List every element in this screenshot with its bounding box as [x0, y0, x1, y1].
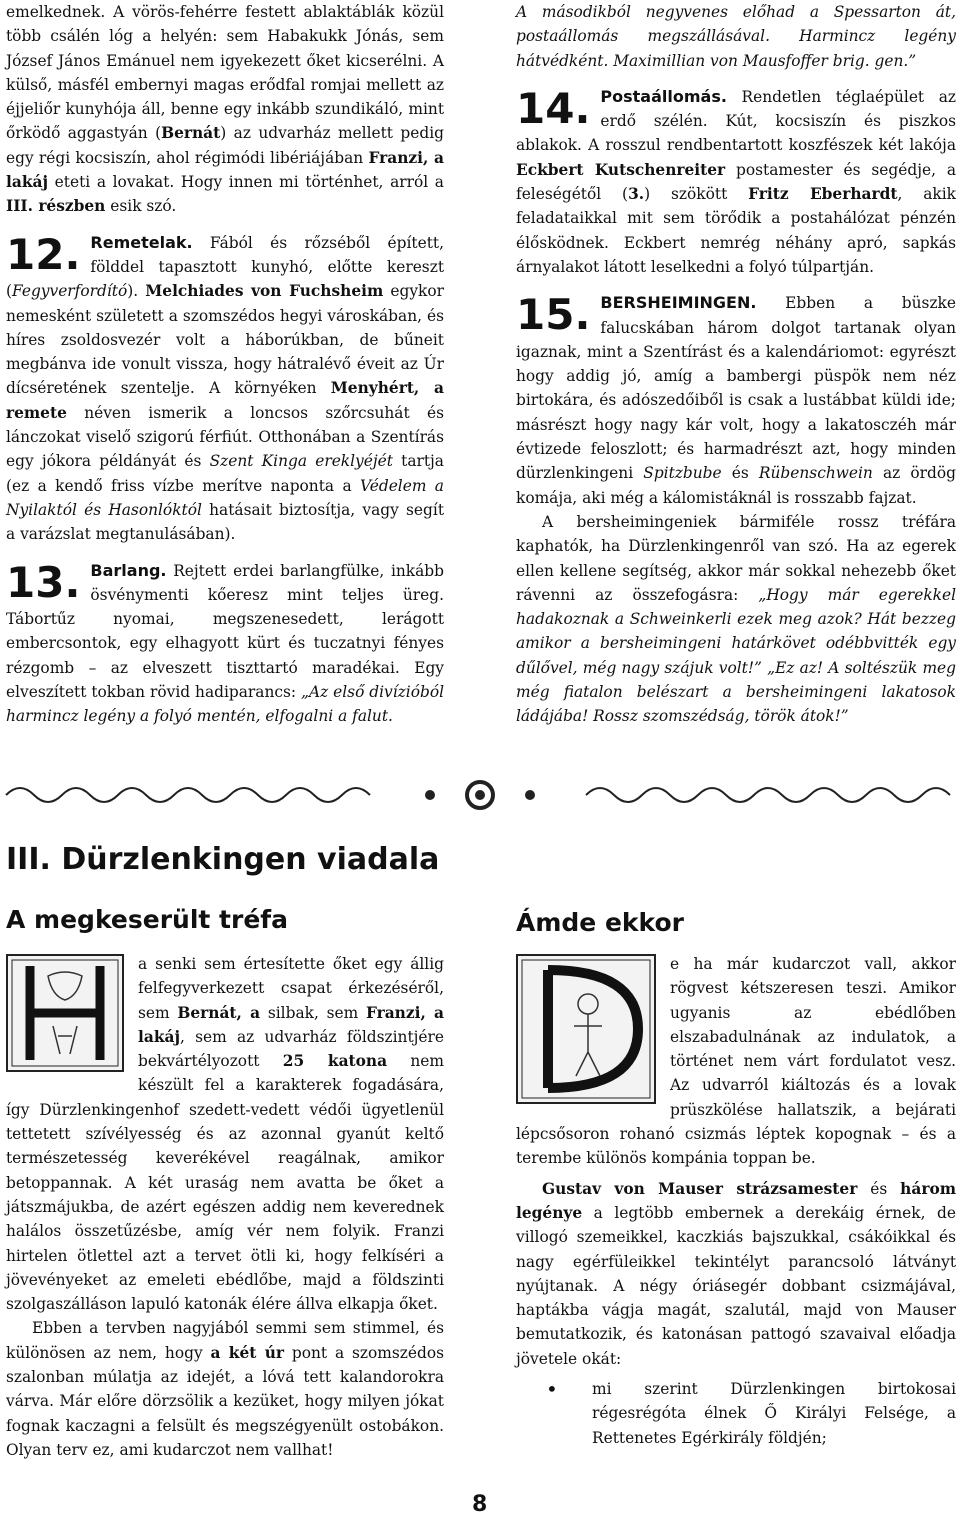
text-run: , sem az udvarház földszintjére bekvártélyozott	[138, 1027, 444, 1071]
name-bernat: Bernát	[161, 124, 221, 143]
list-item-text: mi szerint Dürzlenkingen birtokosai régesrégóta élnek Ő Királyi Felsége, a Rettenetes Egérkirály földjén;	[592, 1380, 956, 1447]
name-menyhert: Menyhért, a remete	[6, 379, 444, 422]
entry-number: 12.	[6, 229, 81, 279]
list-item	[516, 1377, 956, 1450]
right-heading: Ámde ekkor	[516, 908, 684, 937]
entry-title: Remetelak.	[90, 232, 193, 252]
entry-number: 14.	[516, 83, 591, 133]
text-run: pont a szomszédos szalonban múlatja az idejét, a lóvá tett kalandorokra várva. Már előre dörzsölik a kezüket, hogy milyen jókat fognak kaczagni a felsült és megszégyenült ostobákon. Olyan terv ez, ami kudarczot nem vallhat!	[6, 1343, 444, 1459]
section-title: III. Dürzlenkingen viadala	[6, 842, 440, 877]
top-right-column	[516, 0, 956, 729]
dropcap-d-icon	[518, 956, 654, 1102]
name-fritz: Fritz Eberhardt	[748, 185, 898, 204]
text-run: A bersheimingeniek bármiféle rossz tréfára kaphatók, ha Dürzlenkingenről van szó. Ha az egerek ellen kellene segítség, akkor már sokkal nehezebb őket rávenni az összefogásra:	[516, 512, 956, 604]
intro-italic-paragraph	[516, 0, 956, 73]
part-reference: III. részben	[6, 197, 106, 216]
italic-run: Szent Kinga ereklyéjét	[209, 452, 393, 471]
left-heading: A megkeserült tréfa	[6, 905, 289, 934]
text-run: hatásait biztosítja, vagy segít a varázslat megtanulásában).	[6, 500, 445, 544]
text-run: Rejtett erdei barlangfülke, inkább ösvénymenti kőeresz mint teljes üreg. Tábortűz nyomai, megszenesedett, lerágott embercsontok, egy elhagyott kürt és tuczatnyi fényes rézgomb – az elveszett tiszttartó maradékai. Egy elveszített tokban rövid hadiparancs:	[6, 561, 444, 702]
ornament-vine-icon	[0, 775, 960, 815]
text-run: ) az udvarház mellett pedig egy régi kocsiszín, ahol régimódi libériájában	[6, 124, 444, 167]
text-run: ) szökött	[644, 185, 749, 204]
text-run: és	[857, 1179, 901, 1198]
text-run: a senki sem értesítette őket egy állig felfegyverkezett csapat érkezéséről, sem	[138, 955, 444, 1022]
entry-number: 15.	[516, 290, 591, 340]
text-run: esik szó.	[105, 197, 177, 216]
text-run: néven ismerik a loncsos szőrcsuhát és lánczokat viselő szigorú férfiút. Otthonában a Szentírás egy jókora példányát és	[6, 403, 444, 471]
text-run: emelkednek. A vörös-fehérre festett ablaktáblák közül több csálén lóg a helyén: sem Habakukk Jónás, sem József János Emánuel nem igyekezett őket kicserélni. A külső, másfél embernyi magas erődfal romjai mellett az éjjeliőr kunyhója áll, benne egy inkább szundikáló, mint őrködő aggastyán (	[6, 3, 444, 143]
text-run: tartja (ez a kendő friss vízbe merítve naponta a	[6, 452, 444, 495]
second-paragraph	[6, 1316, 444, 1462]
entry-12	[6, 231, 444, 547]
text-run: , akik feladataikkal mit sem törődik a postahálózat pénzén élősködnek. Eckbert nemrég néhány apró, sapkás árnyalakot látott leselkedni a folyó túlpartján.	[516, 185, 957, 276]
text-run: a legtöbb embernek a derekáig érnek, de villogó szemeikkel, kaczkiás bajszukkal, csákóikkal és nagy egérfüleikkel tekintélyt parancsoló látványt nyújtanak. A négy óriásegér dobbant csizmájával, haptákba vágja magát, szalutál, majd von Mauser bemutatkozik, és katonásan pattogó szavaival előadja jövetele okát:	[516, 1203, 956, 1368]
italic-run: Rübenschwein	[758, 464, 873, 483]
entry-13	[6, 559, 444, 729]
name-melchiades: Melchiades von Fuchsheim	[145, 282, 384, 301]
italic-run: „Hogy már egerekkel hadakoznak a Schweinkerli ezek meg azok? Hát bezzeg amikor a bersheimingeni határkövet odébbvitték egy dűlővel, még nagy szájuk volt!” „Ez az! A soltészük meg még fiatalon belészart a bersheimingeni lakatosok ládájába! Rossz szomszédság, török átok!”	[516, 585, 956, 726]
second-paragraph	[516, 1177, 956, 1371]
entry-reference: 3.	[628, 185, 645, 204]
name-gustav: Gustav von Mauser strázsamester	[542, 1179, 858, 1198]
text-run: egykor nemesként született a szomszédos hegyi városkában, és híres zsoldosvezér volt a háborúkban, de bűneit megbánva ide vonult vissza, hogy hátralévő éveit az Úr dícséretének szentelje. A környéken	[6, 282, 444, 398]
text-run: ).	[127, 282, 146, 301]
bottom-left-column	[6, 952, 444, 1462]
name-eckbert: Eckbert Kutschenreiter	[516, 160, 726, 179]
intro-paragraph	[6, 0, 444, 219]
name-franzi: Franzi, a lakáj	[138, 1003, 444, 1046]
bottom-right-column	[516, 952, 956, 1450]
entry-15-paragraph-2	[516, 510, 956, 729]
italic-run: Védelem a Nyilaktól és Hasonlóktól	[6, 476, 444, 519]
text-run: Ebben a büszke falucskában három dolgot tartanak olyan igaznak, mint a Szentírást és a kalendáriomot: egyrészt hogy addig jó, amíg a bambergi püspök nem néz birtokára, és adószedőiből is csak a lustábbat küldi ide; másrészt hogy nagy kár volt, hogy a lakatosczéh már évtizede feloszlott; és harmadrészt azt, hogy minden dürzlenkingeni	[516, 294, 956, 483]
name-franzi: Franzi, a lakáj	[6, 148, 445, 192]
entry-14	[516, 85, 956, 279]
italic-run: Spitzbube	[643, 464, 722, 483]
text-run: Ebben a tervben nagyjából semmi sem stimmel, és különösen az nem, hogy	[6, 1319, 444, 1362]
text-run: e ha már kudarczot vall, akkor rögvest kétszeresen teszi. Amikor ugyanis az ebédlőben elszabadulnának az indulatok, a történet nem várt fordulatot vesz. Az udvarról kiáltozás és a lovak prüszkölése hallatszik, a bejárati lépcsősoron rohanó csizmás léptek kopognak – és a terembe különös kompánia toppan be.	[516, 955, 956, 1168]
entry-15	[516, 291, 956, 510]
dropcap-h-icon	[8, 956, 122, 1070]
claims-list	[516, 1377, 956, 1450]
text-run: eteti a lovakat. Hogy innen mi történhet, arról a	[48, 173, 444, 192]
text-run: Fából és rőzséből épített, földdel tapasztott kunyhó, előtte kereszt (	[6, 233, 444, 301]
text-run: silbak, sem	[260, 1003, 366, 1022]
name-bernat: Bernát, a	[177, 1003, 261, 1022]
entry-title: BERSHEIMINGEN.	[600, 293, 757, 313]
text-run: postamester és segédje, a feleségétől (	[516, 160, 956, 204]
italic-run: Fegyverfordító	[12, 282, 128, 301]
text-run: az ördög komája, aki még a kálomistáknál is rosszabb fajzat.	[516, 464, 956, 507]
entry-number: 13.	[6, 557, 81, 607]
bullet-icon: •	[546, 1377, 558, 1402]
top-left-column	[6, 0, 444, 729]
text-run: Rendetlen téglaépület az erdő szélén. Kút, kocsiszín és piszkos ablakok. A rosszul rendbentartott koszfészek két lakója	[516, 87, 956, 155]
entry-title: Postaállomás.	[600, 86, 727, 106]
italic-run: „Az első divízióból harmincz legény a folyó mentén, elfogalni a falut.	[6, 683, 445, 726]
decorative-ornament-band	[0, 775, 960, 815]
dropcap-d-illustration	[516, 954, 656, 1104]
italic-run: A másodikból negyvenes előhad a Spessarton át, postaállomás megszállásával. Harmincz legény hátvédként. Maximillian von Mausfoffer brig. gen.”	[516, 3, 956, 70]
entry-title: Barlang.	[90, 560, 167, 580]
text-run: nem készült fel a karakterek fogadására, így Dürzlenkingenhof szedett-vedett védői ügyetlenül tettetett szívélyesség és az azonnal gyanút keltő természetesség keverékével reagálnak, amikor betoppannak. A két uraság nem avatta be őket a játszmájukba, de azért egészen addig nem keverednek halálos összetűzésbe, amíg vér nem folyik. Franzi hirtelen ötlettel azt a tervet ötli ki, hogy felkíséri a jövevényeket az emeleti ebédlőbe, majd a földszinti szolgaszálláson lapuló katonák élére állva elkapja őket.	[6, 1052, 445, 1314]
dropcap-h-illustration	[6, 954, 124, 1072]
bold-run: a két úr	[210, 1343, 284, 1362]
page-number: 8	[472, 1492, 488, 1517]
bold-run: három legénye	[516, 1179, 956, 1222]
text-run: és	[721, 464, 759, 483]
soldier-count: 25 katona	[282, 1052, 388, 1071]
